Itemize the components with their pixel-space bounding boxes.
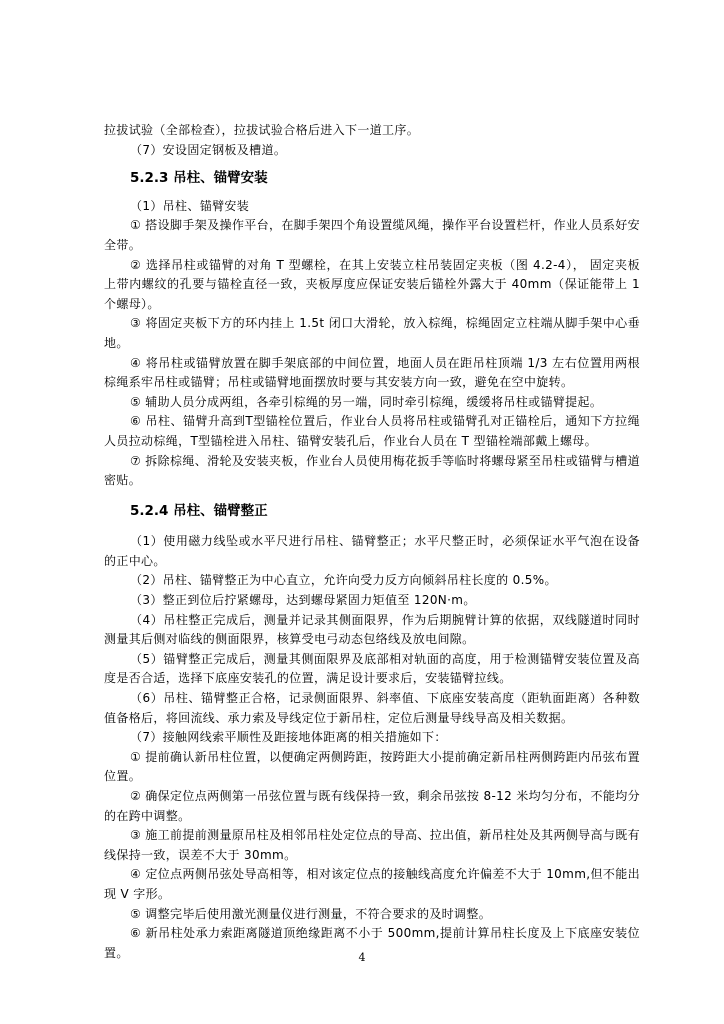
paragraph: 拉拔试验（全部检查），拉拔试验合格后进入下一道工序。 <box>104 123 420 137</box>
paragraph: （7）接触网线索平顺性及距接地体距离的相关措施如下： <box>130 730 447 745</box>
page-number: 4 <box>358 951 366 964</box>
paragraph: ⑦ 拆除棕绳、滑轮及安装夹板，作业台人员使用梅花扳手等临时将螺母紧至吊柱或锚臂与槽道密贴。 <box>104 453 640 488</box>
paragraph: ② 选择吊柱或锚臂的对角 T 型螺栓，在其上安装立柱吊装固定夹板（图 4.2-4）， 固定夹板上带内螺纹的孔要与锚栓直径一致，夹板厚度应保证安装后锚栓外露大于 40mm（保证能带上 1 个螺母）。 <box>104 257 640 311</box>
paragraph: ③ 施工前提前测量原吊柱及相邻吊柱处定位点的导高、拉出值，新吊柱处及其两侧导高与既有线保持一致，误差不大于 30mm。 <box>104 828 640 862</box>
paragraph: ⑤ 调整完毕后使用激光测量仪进行测量，不符合要求的及时调整。 <box>130 906 492 921</box>
page-content <box>104 121 640 963</box>
section-heading-5-2-3: 5.2.3 吊柱、锚臂安装 <box>130 170 268 187</box>
paragraph: （1）使用磁力线坠或水平尺进行吊柱、锚臂整正；水平尺整正时，必须保证水平气泡在设备的正中心。 <box>104 534 640 568</box>
paragraph: ④ 定位点两侧吊弦处导高相等，相对该定位点的接触线高度允许偏差不大于 10mm,但不能出现 V 字形。 <box>104 867 640 901</box>
paragraph: （2）吊柱、锚臂整正为中心直立，允许向受力反方向倾斜吊柱长度的 0.5%。 <box>130 573 557 588</box>
paragraph: ⑥ 新吊柱处承力索距离隧道顶绝缘距离不小于 500mm,提前计算吊柱长度及上下底座安装位置。 <box>104 926 640 960</box>
paragraph: （3）整正到位后拧紧螺母，达到螺母紧固力矩值至 120N·m。 <box>130 593 476 608</box>
paragraph: ⑥ 吊柱、锚臂升高到T型锚栓位置后，作业台人员将吊柱或锚臂孔对正锚栓后，通知下方拉绳人员拉动棕绳，T型锚栓进入吊柱、锚臂安装孔后，作业台人员在 T 型锚栓端部戴上螺母。 <box>104 414 640 448</box>
paragraph: ① 搭设脚手架及操作平台，在脚手架四个角设置缆风绳，操作平台设置栏杆，作业人员系好安全带。 <box>104 218 640 252</box>
section-heading-5-2-4: 5.2.4 吊柱、锚臂整正 <box>130 502 268 519</box>
paragraph: （1）吊柱、锚臂安装 <box>130 198 250 213</box>
paragraph: （6）吊柱、锚臂整正合格，记录侧面限界、斜率值、下底座安装高度（距轨面距离）各种数值备格后，将回流线、承力索及导线定位于新吊柱，定位后测量导线导高及相关数据。 <box>104 691 640 725</box>
paragraph: （5）锚臂整正完成后，测量其侧面限界及底部相对轨面的高度，用于检测锚臂安装位置及高度是否合适，选择下底座安装孔的位置，满足设计要求后，安装锚臂拉线。 <box>104 651 640 686</box>
paragraph: ① 提前确认新吊柱位置，以便确定两侧跨距，按跨距大小提前确定新吊柱两侧跨距内吊弦布置位置。 <box>104 749 640 784</box>
paragraph: （7）安设固定钢板及槽道。 <box>130 142 287 157</box>
paragraph: ③ 将固定夹板下方的环内挂上 1.5t 闭口大滑轮，放入棕绳，棕绳固定立柱端从脚手架中心垂地。 <box>104 316 640 350</box>
paragraph: ④ 将吊柱或锚臂放置在脚手架底部的中间位置，地面人员在距吊柱顶端 1/3 左右位置用两根棕绳系牢吊柱或锚臂；吊柱或锚臂地面摆放时要与其安装方向一致，避免在空中旋转。 <box>104 355 640 390</box>
paragraph: ⑤ 辅助人员分成两组，各牵引棕绳的另一端，同时牵引棕绳，缓缓将吊柱或锚臂提起。 <box>130 394 603 409</box>
paragraph: （4）吊柱整正完成后，测量并记录其侧面限界，作为后期腕臂计算的依据，双线隧道时同时测量其后侧对临线的侧面限界，核算受电弓动态包络线及放电间隙。 <box>104 612 640 647</box>
paragraph: ② 确保定位点两侧第一吊弦位置与既有线保持一致，剩余吊弦按 8-12 米均匀分布，不能均分的在跨中调整。 <box>104 789 640 823</box>
